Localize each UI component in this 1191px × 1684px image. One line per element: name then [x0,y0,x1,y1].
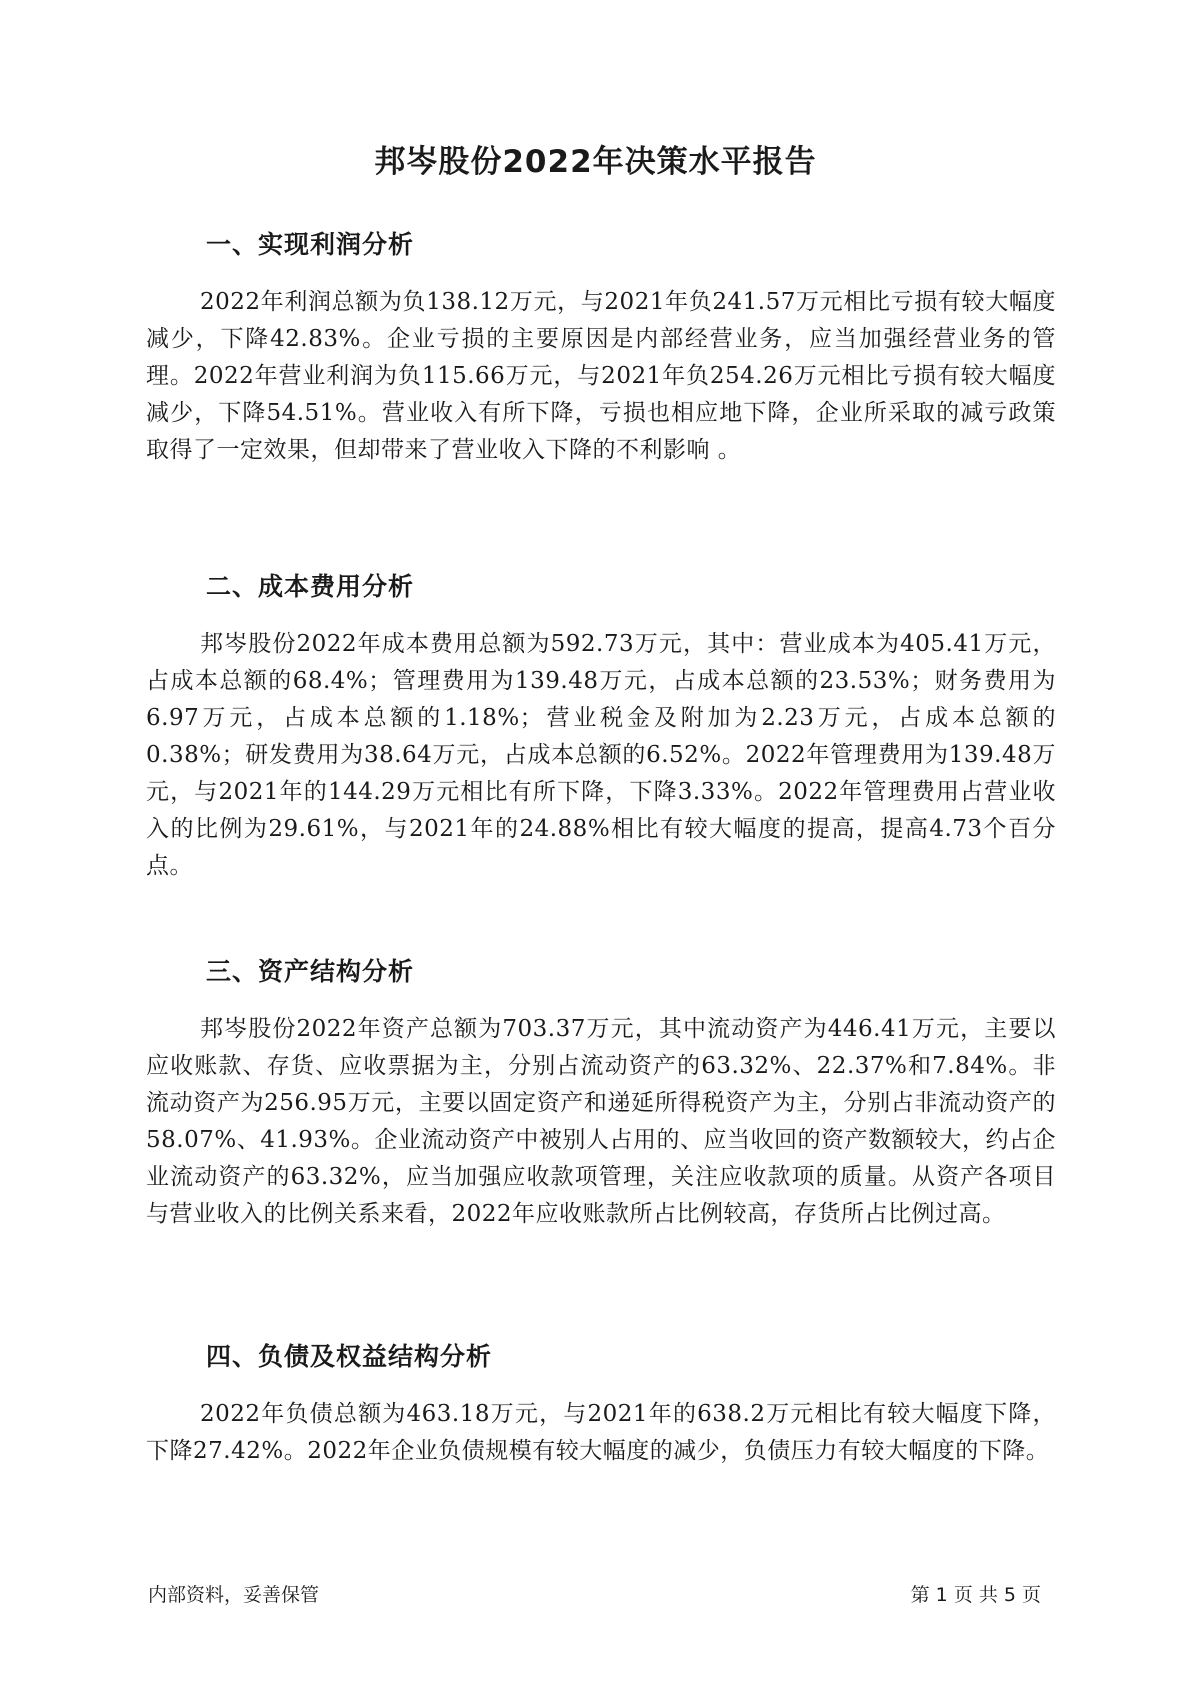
section-liability-equity [0,1340,1191,1470]
section-paragraph: 2022年负债总额为463.18万元，与2021年的638.2万元相比有较大幅度下降，下降27.42%。2022年企业负债规模有较大幅度的减少，负债压力有较大幅度的下降。 [146,1401,1056,1464]
section-paragraph: 邦岑股份2022年成本费用总额为592.73万元，其中：营业成本为405.41万元，占成本总额的68.4%；管理费用为139.48万元，占成本总额的23.53%；财务费用为6.97万元，占成本总额的1.18%；营业税金及附加为2.23万元，占成本总额的0.38%；研发费用为38.64万元，占成本总额的6.52%。2022年管理费用为139.48万元，与2021年的144.29万元相比有所下降，下降3.33%。2022年管理费用占营业收入的比例为29.61%，与2021年的24.88%相比有较大幅度的提高，提高4.73个百分点。 [146,631,1056,879]
section-cost-analysis [0,570,1191,885]
section-profit-analysis [0,228,1191,469]
section-heading: 四、负债及权益结构分析 [206,1342,493,1371]
section-paragraph: 邦岑股份2022年资产总额为703.37万元，其中流动资产为446.41万元，主要以应收账款、存货、应收票据为主，分别占流动资产的63.32%、22.37%和7.84%。非流动资产为256.95万元，主要以固定资产和递延所得税资产为主，分别占非流动资产的58.07%、41.93%。企业流动资产中被别人占用的、应当收回的资产数额较大，约占企业流动资产的63.32%，应当加强应收款项管理，关注应收款项的质量。从资产各项目与营业收入的比例关系来看，2022年应收账款所占比例较高，存货所占比例过高。 [146,1016,1056,1227]
section-heading: 二、成本费用分析 [206,572,415,601]
footer-page-number: 第 1 页 共 5 页 [910,1584,1041,1606]
section-heading: 三、资产结构分析 [206,957,415,986]
footer-confidential-note: 内部资料，妥善保管 [148,1584,320,1606]
page-title: 邦岑股份2022年决策水平报告 [374,144,817,180]
section-heading: 一、实现利润分析 [206,230,415,259]
section-paragraph: 2022年利润总额为负138.12万元，与2021年负241.57万元相比亏损有较大幅度减少，下降42.83%。企业亏损的主要原因是内部经营业务，应当加强经营业务的管理。2022年营业利润为负115.66万元，与2021年负254.26万元相比亏损有较大幅度减少，下降54.51%。营业收入有所下降，亏损也相应地下降，企业所采取的减亏政策取得了一定效果，但却带来了营业收入下降的不利影响 。 [146,289,1056,463]
section-asset-structure [0,955,1191,1233]
